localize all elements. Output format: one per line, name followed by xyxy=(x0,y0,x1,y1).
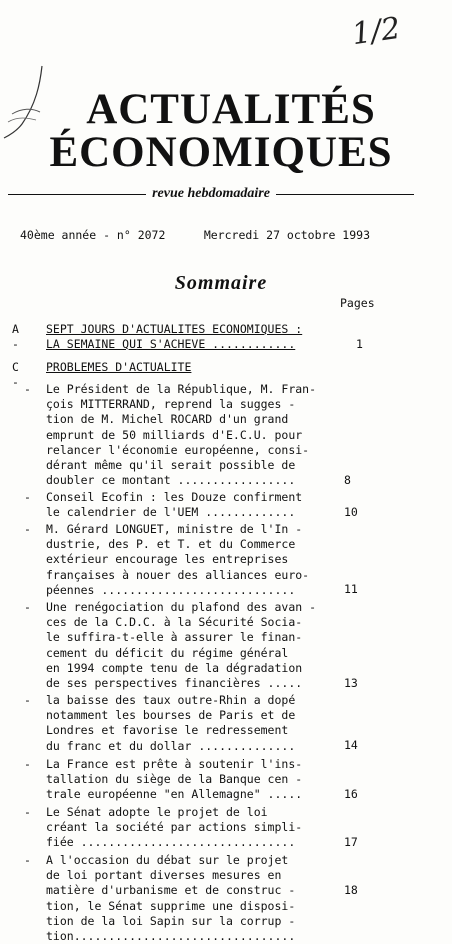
item-text: Le Président de la République, M. Fran- çois MITTERRAND, reprend la sugges - tion de M. Michel ROCARD d'un grand emprunt de 50 milliards d'E.C.U. pour relancer l'économie européenne, consi- dérant même qu'il serait possible de doubler ce montant ................. xyxy=(46,382,317,488)
item-dash: - xyxy=(24,600,31,614)
item-text: La France est prête à soutenir l'ins- tallation du siège de la Banque cen - trale européenne "en Allemagne" ..... xyxy=(46,757,303,802)
item-page: 8 xyxy=(344,473,351,487)
item-dash: - xyxy=(24,805,31,819)
masthead-title-line1: ACTUALITÉS xyxy=(86,86,376,133)
right-rule xyxy=(276,194,414,195)
handwritten-page-note: 1/2 xyxy=(349,10,403,53)
issue-number: 40ème année - n° 2072 xyxy=(20,228,166,242)
item-dash: - xyxy=(24,757,31,771)
contents-item[interactable] xyxy=(24,853,424,944)
pages-column-label: Pages xyxy=(340,296,375,310)
left-rule xyxy=(8,194,146,195)
item-dash: - xyxy=(24,853,31,867)
item-dash: - xyxy=(24,490,31,504)
item-text: Une renégociation du plafond des avan - ces de la C.D.C. à la Sécurité Socia- le suffira-t-elle à assurer le finan- cement du déficit du régime général en 1994 compte tenu de la dégradation de ses perspectives financières ..... xyxy=(46,600,317,691)
section-title[interactable]: SEPT JOURS D'ACTUALITES ECONOMIQUES : LA SEMAINE QUI S'ACHEVE ............ xyxy=(46,322,303,351)
section-page: 1 xyxy=(356,337,363,351)
item-text: la baisse des taux outre-Rhin a dopé notamment les bourses de Paris et de Londres et favorise le redressement du franc et du dollar .............. xyxy=(46,693,296,753)
item-page: 10 xyxy=(344,505,358,519)
contents-heading: Sommaire xyxy=(174,272,268,294)
item-page: 14 xyxy=(344,738,358,752)
item-dash: - xyxy=(24,522,31,536)
item-text: Conseil Ecofin : les Douze confirment le calendrier de l'UEM ............. xyxy=(46,490,303,520)
issue-line xyxy=(20,228,370,242)
item-page: 11 xyxy=(344,582,358,596)
item-text: Le Sénat adopte le projet de loi créant la société par actions simpli- fiée ............................... xyxy=(46,805,303,850)
section-label: C - xyxy=(12,360,19,389)
item-dash: - xyxy=(24,382,31,396)
item-page: 18 xyxy=(344,883,358,897)
section-title[interactable]: PROBLEMES D'ACTUALITE xyxy=(46,360,192,374)
masthead-subtitle: revue hebdomadaire xyxy=(152,186,270,201)
section-label: A - xyxy=(12,322,19,351)
issue-date: Mercredi 27 octobre 1993 xyxy=(203,228,370,242)
item-page: 17 xyxy=(344,835,358,849)
item-text: A l'occasion du débat sur le projet de loi portant diverses mesures en matière d'urbanisme et de construc - tion, le Sénat supprime une disposi- tion de la loi Sapin sur la corrup - tion................................ xyxy=(46,853,296,944)
item-dash: - xyxy=(24,693,31,707)
masthead-title-line2: ÉCONOMIQUES xyxy=(49,129,393,176)
item-page: 13 xyxy=(344,676,358,690)
masthead-subtitle-rule xyxy=(8,186,414,202)
item-page: 16 xyxy=(344,787,358,801)
item-text: M. Gérard LONGUET, ministre de l'In - dustrie, des P. et T. et du Commerce extérieur encourage les entreprises françaises à nouer des alliances euro- péennes ............................ xyxy=(46,522,310,597)
